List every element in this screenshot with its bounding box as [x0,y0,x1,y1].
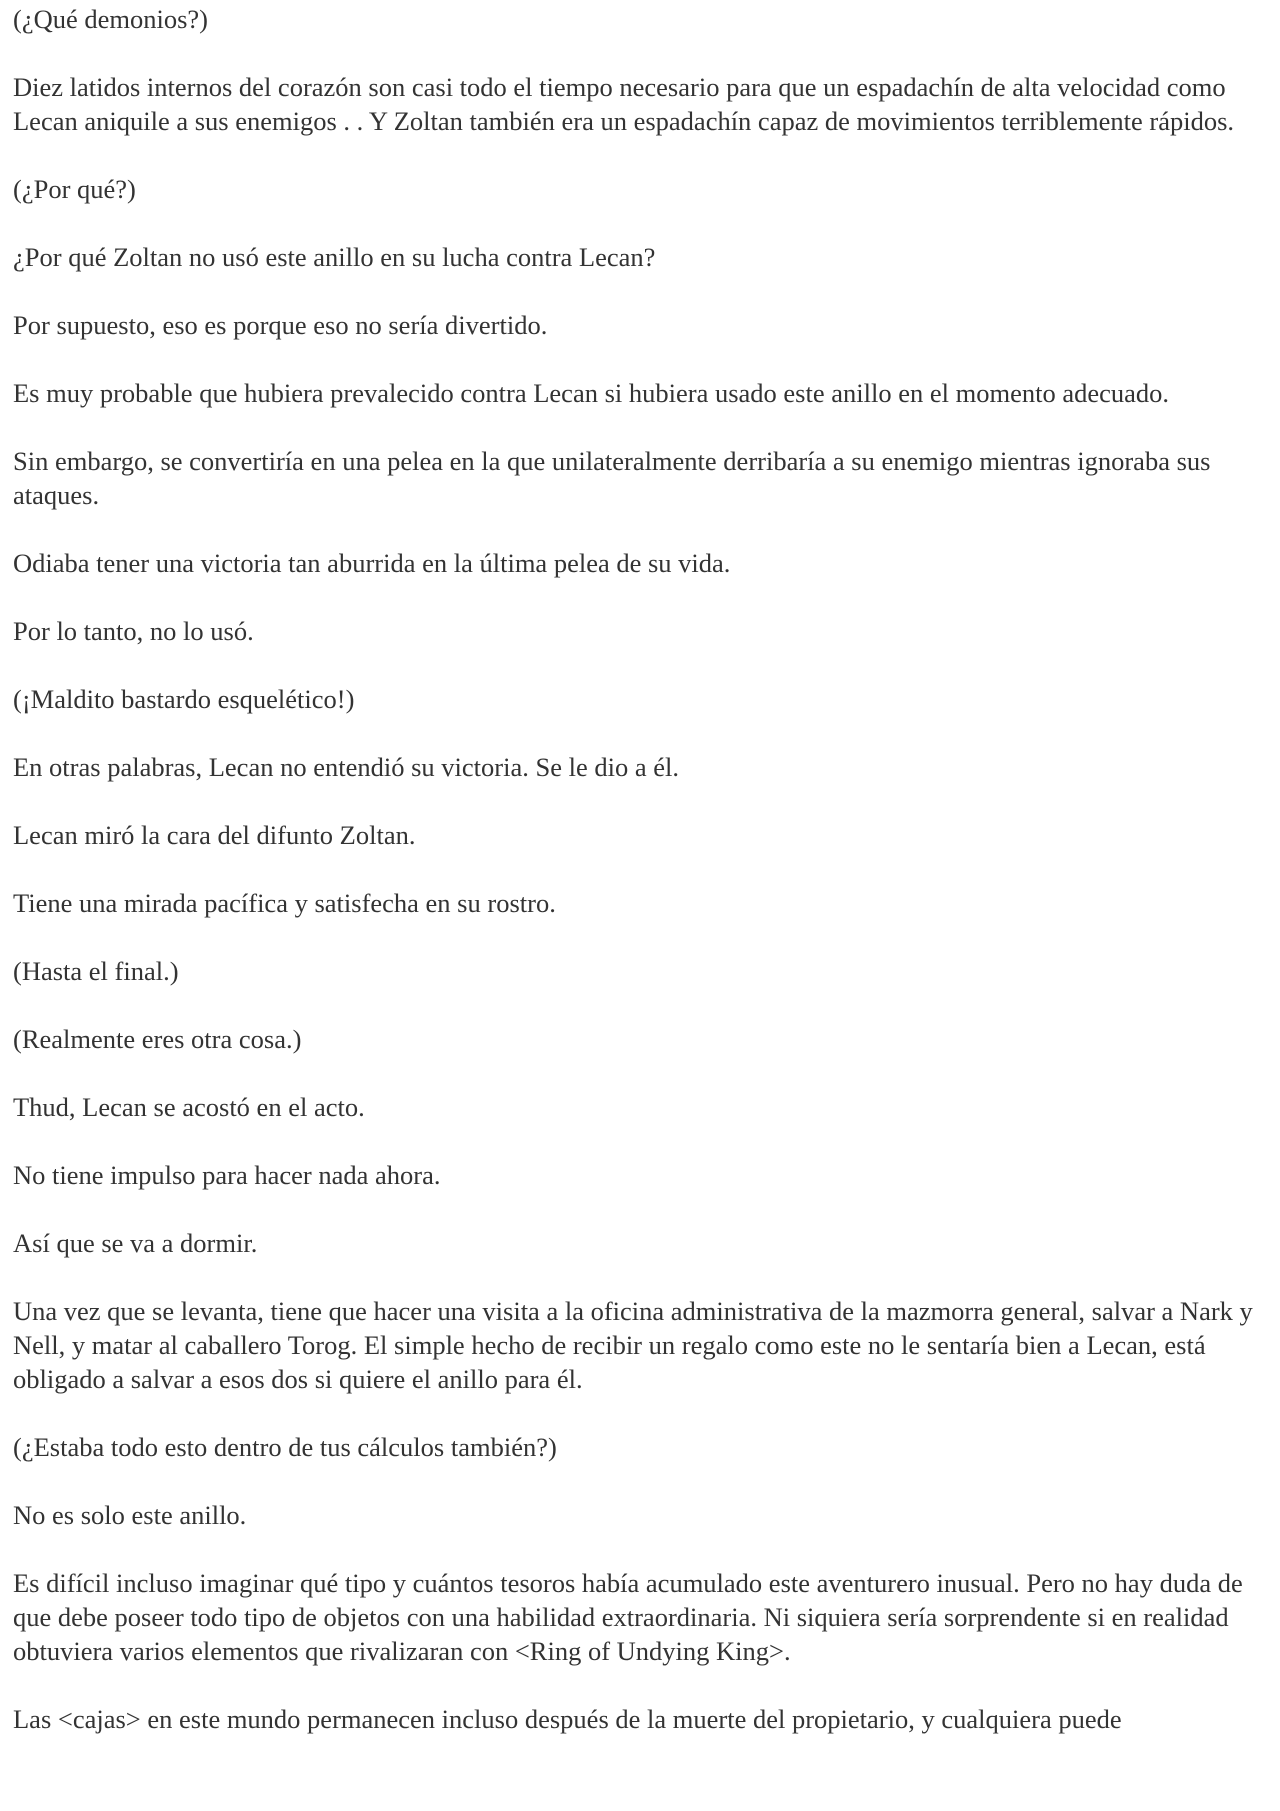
paragraph: Es difícil incluso imaginar qué tipo y cuántos tesoros había acumulado este aventurero inusual. Pero no hay duda de que debe poseer todo tipo de objetos con una habilidad extraordinaria. Ni siquiera sería sorprendente si en realidad obtuviera varios elementos que rivalizaran con <Ring of Undying King>. [13,1568,1243,1666]
paragraph: (¿Por qué?) [13,174,136,204]
paragraph: ¿Por qué Zoltan no usó este anillo en su lucha contra Lecan? [13,242,656,272]
paragraph: Así que se va a dormir. [13,1228,258,1258]
paragraph: Por lo tanto, no lo usó. [13,616,254,646]
paragraph: Sin embargo, se convertiría en una pelea en la que unilateralmente derribaría a su enemigo mientras ignoraba sus ataques. [13,446,1211,510]
paragraph: Tiene una mirada pacífica y satisfecha en su rostro. [13,888,556,918]
document-body [13,2,1275,1770]
paragraph: No tiene impulso para hacer nada ahora. [13,1160,441,1190]
paragraph: Diez latidos internos del corazón son casi todo el tiempo necesario para que un espadachín de alta velocidad como Lecan aniquile a sus enemigos . . Y Zoltan también era un espadachín capaz de movimientos terriblemente rápidos. [13,72,1235,136]
paragraph: Las <cajas> en este mundo permanecen incluso después de la muerte del propietario, y cualquiera puede [13,1704,1122,1734]
paragraph: En otras palabras, Lecan no entendió su victoria. Se le dio a él. [13,752,679,782]
paragraph: (¿Qué demonios?) [13,4,208,34]
paragraph: (Realmente eres otra cosa.) [13,1024,302,1054]
paragraph: Una vez que se levanta, tiene que hacer una visita a la oficina administrativa de la mazmorra general, salvar a Nark y Nell, y matar al caballero Torog. El simple hecho de recibir un regalo como este no le sentaría bien a Lecan, está obligado a salvar a esos dos si quiere el anillo para él. [13,1296,1253,1394]
paragraph: Thud, Lecan se acostó en el acto. [13,1092,365,1122]
paragraph: (¿Estaba todo esto dentro de tus cálculos también?) [13,1432,557,1462]
paragraph: (¡Maldito bastardo esquelético!) [13,684,355,714]
paragraph: Lecan miró la cara del difunto Zoltan. [13,820,416,850]
paragraph: (Hasta el final.) [13,956,179,986]
paragraph: No es solo este anillo. [13,1500,247,1530]
paragraph: Es muy probable que hubiera prevalecido contra Lecan si hubiera usado este anillo en el momento adecuado. [13,378,1169,408]
paragraph: Por supuesto, eso es porque eso no sería divertido. [13,310,548,340]
paragraph: Odiaba tener una victoria tan aburrida en la última pelea de su vida. [13,548,731,578]
